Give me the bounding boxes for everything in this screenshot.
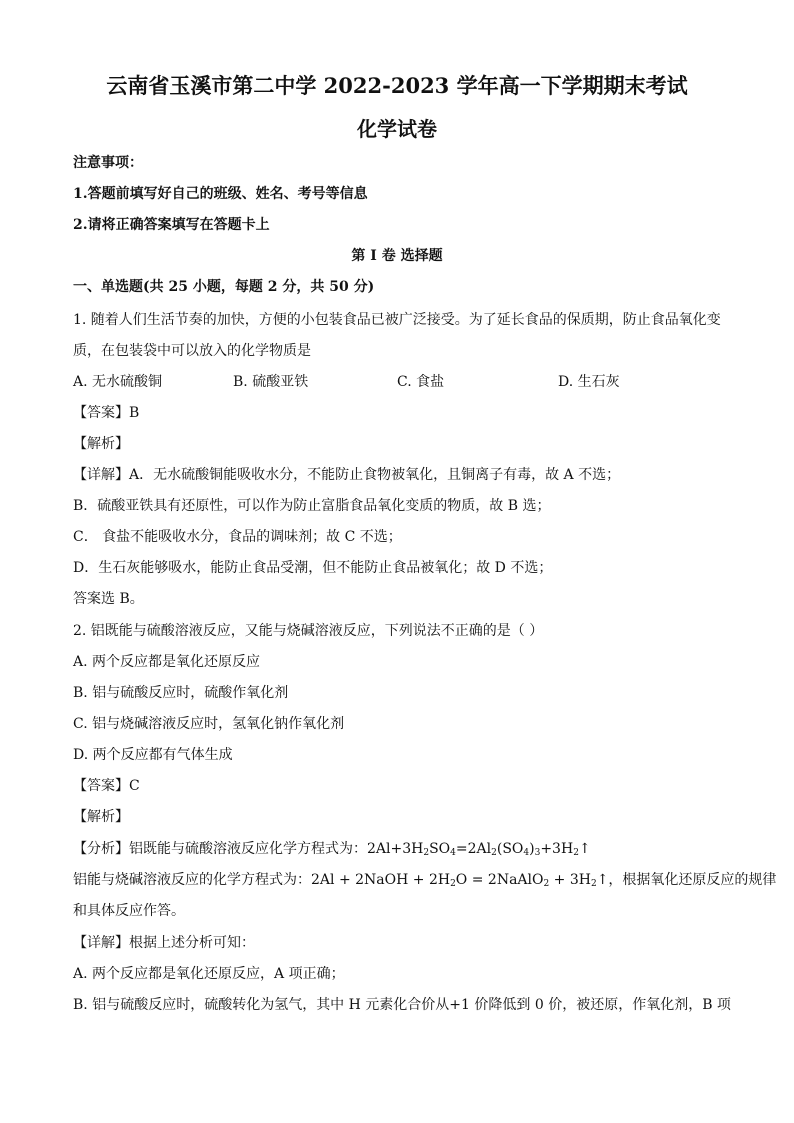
q2-analysis-label: 【解析】 — [73, 809, 129, 825]
q1-detail-1: 【详解】A．无水硫酸铜能吸收水分，不能防止食物被氧化，且铜离子有毒，故 A 不选； — [73, 467, 621, 483]
part-heading: 第 I 卷 选择题 — [351, 248, 443, 264]
q2-option-a: A. 两个反应都是氧化还原反应 — [73, 654, 261, 670]
q1-detail-2: B．硫酸亚铁具有还原性，可以作为防止富脂食品氧化变质的物质，故 B 选； — [73, 498, 551, 514]
q1-stem-line-1: 1. 随着人们生活节奏的加快，方便的小包装食品已被广泛接受。为了延长食品的保质期，防止食品氧化变 — [73, 312, 721, 328]
q2-detail-a: A. 两个反应都是氧化还原反应，A 项正确； — [73, 966, 345, 982]
q1-option-d: D. 生石灰 — [558, 374, 620, 390]
q1-detail-3: C． 食盐不能吸收水分，食品的调味剂；故 C 不选； — [73, 529, 402, 545]
notice-item-1: 1.答题前填写好自己的班级、姓名、考号等信息 — [73, 186, 368, 202]
q2-option-c: C. 铝与烧碱溶液反应时，氢氧化钠作氧化剂 — [73, 716, 345, 732]
q1-conclusion: 答案选 B。 — [73, 591, 144, 607]
q2-fenxi-equation-2: 铝能与烧碱溶液反应的化学方程式为：2Al + 2NaOH + $2H_2O$ = 2NaAlO$_2$ + $3H_2↑$，根据氧化还原反应的规律 — [73, 872, 777, 889]
q2-detail-heading: 【详解】根据上述分析可知： — [73, 935, 255, 951]
q1-stem-line-2: 质，在包装袋中可以放入的化学物质是 — [73, 343, 311, 359]
document-title: 云南省玉溪市第二中学 2022-2023 学年高一下学期期末考试 — [106, 73, 688, 98]
q1-option-c: C. 食盐 — [397, 374, 445, 390]
notice-heading: 注意事项： — [73, 155, 143, 171]
q1-option-b: B. 硫酸亚铁 — [233, 374, 309, 390]
q2-answer: 【答案】C — [73, 778, 140, 794]
q1-answer: 【答案】B — [73, 405, 140, 421]
document-subtitle: 化学试卷 — [357, 117, 437, 141]
q2-fenxi-equation-1: 【分析】铝既能与硫酸溶液反应化学方程式为：$2Al+3H_2SO_4=2Al_2(SO_4)_3+3H_2↑$ — [73, 841, 591, 858]
section-heading: 一、单选题(共 25 小题，每题 2 分，共 50 分) — [73, 279, 375, 295]
q2-fenxi-rule: 和具体反应作答。 — [73, 903, 185, 919]
q1-detail-4: D．生石灰能够吸水，能防止食品受潮，但不能防止食品被氧化；故 D 不选； — [73, 560, 553, 576]
q2-detail-b: B. 铝与硫酸反应时，硫酸转化为氢气，其中 H 元素化合价从+1 价降低到 0 价，被还原，作氧化剂，B 项 — [73, 997, 731, 1013]
q2-option-d: D. 两个反应都有气体生成 — [73, 747, 233, 763]
q1-option-a: A. 无水硫酸铜 — [73, 374, 163, 390]
notice-item-2: 2.请将正确答案填写在答题卡上 — [73, 217, 270, 233]
q2-option-b: B. 铝与硫酸反应时，硫酸作氧化剂 — [73, 685, 289, 701]
q2-stem: 2. 铝既能与硫酸溶液反应，又能与烧碱溶液反应，下列说法不正确的是（ ） — [73, 623, 544, 639]
q1-analysis-label: 【解析】 — [73, 436, 129, 452]
